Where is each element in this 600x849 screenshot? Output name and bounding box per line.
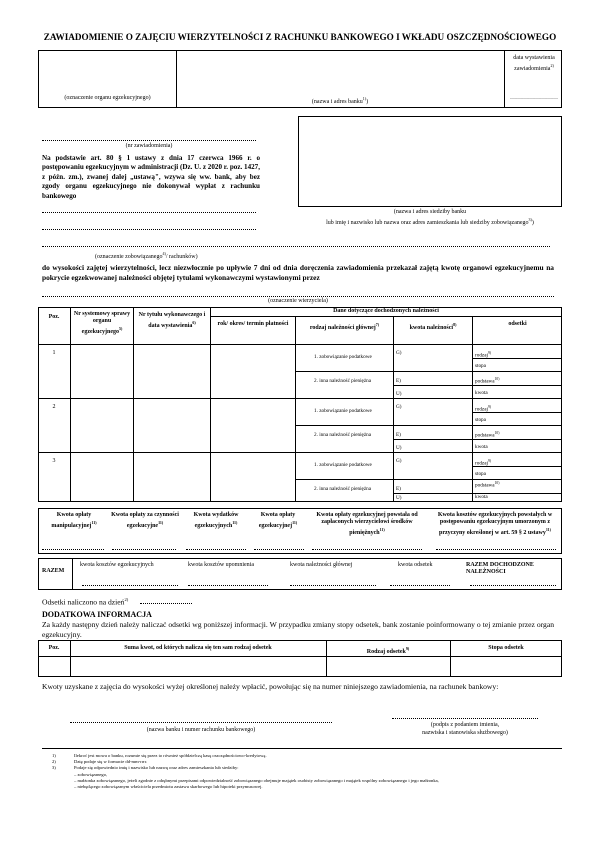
date-label: data wystawienia zawiadomienia$^{2)}$	[513, 55, 555, 72]
th-rodzaj: rodzaj należności głównej$^{7)}$	[309, 322, 380, 331]
row-g: G)	[396, 350, 402, 356]
header-box	[38, 50, 562, 108]
branch-label-1: (nazwa i adres siedziby banku	[393, 209, 467, 215]
row-label-1: 1. zobowiązanie podatkowe	[314, 354, 372, 360]
additional-text: Za każdy następny dzień należy naliczać odsetki wg poniższej informacji. W przypadku zmiany stopy odsetek, bank zostanie poinformowany o tej zmianie przez organ egzekucyjny.	[42, 620, 554, 639]
organ-label: (oznaczenie organu egzekucyjnego)	[64, 95, 151, 101]
fee-label: Kwota opłaty manipulacyjnej$^{11)}$	[51, 512, 97, 529]
row-label-1: 1. zobowiązanie podatkowe	[314, 462, 372, 468]
fee-label: Kwota opłaty za czynności egzekucyjne$^{11)}$	[111, 512, 179, 529]
add-th-stopa: Stopa odsetek	[488, 645, 524, 651]
row-label-2: 2. inna należność pieniężna	[314, 432, 372, 438]
odsetki-line: Odsetki naliczono na dzień$^{2)}$	[42, 597, 129, 607]
razem-col: kwota kosztów upomnienia	[188, 562, 254, 568]
row-poz: 3	[52, 458, 56, 464]
odsetki-date[interactable]	[140, 603, 192, 604]
row-podstawa: podstawa$^{10)}$	[475, 481, 500, 489]
body-text: do wysokości zajętej wierzytelności, lecz niezwłocznie po upływie 7 dni od dnia doręczenia zawiadomienia przekazał zajętą kwotę organowi egzekucyjnemu na pokrycie egzekwowanej należności objętej tytułami wykonawczymi wystawionymi przez	[42, 263, 554, 282]
row-rodzaj: rodzaj$^{9)}$	[475, 351, 491, 359]
row-poz: 1	[52, 350, 56, 356]
row-kwota: kwota	[475, 444, 488, 450]
th-rok: rok/ okres/ termin płatności	[217, 321, 289, 327]
legal-text: Na podstawie art. 80 § 1 ustawy z dnia 17 czerwca 1966 r. o postępowaniu egzekucyjnym w administracji (Dz. U. z 2020 r. poz. 1427, z późn. zm.), zwanej dalej „ustawą", wzywa się ww. bank, aby bez zgody organu egzekucyjnego nie dokonywał wypłat z rachunku bankowego	[42, 154, 260, 200]
signature-field[interactable]	[392, 718, 538, 719]
footnote: – małżonka zobowiązanego, jeżeli zgodnie z odrębnymi przepisami odpowiedzialność zobowiązanego obejmuje majątek osobisty zobowiązanego i majątek wspólny zobowiązanego i jego małżonka,	[74, 777, 439, 783]
footnote: 3) Podaje się odpowiednio imię i nazwisko lub nazwę oraz adres zamieszkania lub siedziby:	[52, 765, 239, 771]
add-th-poz: Poz.	[48, 645, 60, 651]
razem-col: kwota kosztów egzekucyjnych	[80, 562, 154, 568]
fee-input[interactable]	[312, 549, 422, 550]
bank-account-field[interactable]	[70, 722, 332, 723]
date-field[interactable]: ……………………	[510, 95, 558, 101]
fee-input[interactable]	[112, 549, 176, 550]
row-podstawa: podstawa$^{10)}$	[475, 431, 500, 439]
razem-input[interactable]	[188, 585, 268, 586]
fee-input[interactable]	[42, 549, 104, 550]
razem-input[interactable]	[470, 585, 556, 586]
signature-label-1: (podpis z podaniem imienia,	[430, 722, 500, 728]
razem-col: kwota należności głównej	[290, 562, 353, 568]
obligor-dots[interactable]	[42, 246, 550, 247]
fee-input[interactable]	[436, 549, 556, 550]
fee-label: Kwota wydatków egzekucyjnych$^{11)}$	[193, 512, 239, 529]
row-e: E)	[396, 378, 401, 384]
row-rodzaj: rodzaj$^{9)}$	[475, 405, 491, 413]
row-u: U)	[396, 495, 402, 501]
row-label-2: 2. inna należność pieniężna	[314, 378, 372, 384]
row-g: G)	[396, 458, 402, 464]
razem-col: RAZEM DOCHODZONE NALEŻNOŚCI	[466, 562, 534, 575]
footnote: 1) Ilekroć jest mowa o banku, rozumie się przez to również spółdzielczą kasę oszczędnościowo-kredytową.	[52, 753, 267, 758]
bank-account-label: (nazwa banku i numer rachunku bankowego)	[146, 727, 256, 733]
obligor-dots-1[interactable]	[42, 212, 256, 213]
razem-input[interactable]	[290, 585, 376, 586]
footnote: 2) Datę podaje się w formacie dd-mm-rrrr.	[52, 759, 148, 765]
row-g: G)	[396, 404, 402, 410]
th-nr-sys: Nr systemowy sprawy organu egzekucyjnego$^{5)}$	[73, 311, 131, 335]
th-nr-tyt: Nr tytułu wykonawczego i data wystawienia$^{6)}$	[138, 312, 206, 329]
footnote: – niebędącego zobowiązanym właściciela przedmiotu zastawu skarbowego lub hipoteki przymusowej.	[74, 784, 263, 790]
razem-input[interactable]	[82, 585, 178, 586]
razem-input[interactable]	[390, 585, 450, 586]
th-kwota: kwota należności$^{8)}$	[409, 322, 457, 331]
nr-label: (nr zawiadomienia)	[125, 143, 173, 149]
fee-label: Kwota opłaty egzekucyjnej powstała od zapłaconych wierzycielowi środków pieniężnych$^{11)}$	[316, 512, 418, 536]
row-label-2: 2. inna należność pieniężna	[314, 486, 372, 492]
footnote: – zobowiązanego,	[74, 771, 108, 777]
row-label-1: 1. zobowiązanie podatkowe	[314, 408, 372, 414]
row-e: E)	[396, 486, 401, 492]
footnotes	[52, 753, 562, 790]
signature-label-2: nazwiska i stanowiska służbowego)	[422, 730, 508, 736]
row-podstawa: podstawa$^{10)}$	[475, 377, 500, 385]
add-th-rodzaj: Rodzaj odsetek$^{9)}$	[366, 646, 410, 655]
branch-box[interactable]	[298, 116, 562, 207]
nr-dots[interactable]	[42, 140, 256, 141]
creditor-label: (oznaczenie wierzyciela)	[268, 298, 328, 304]
payment-text: Kwoty uzyskane z zajęcia do wysokości wyżej określonej należy wpłacić, powołując się na numer niniejszego zawiadomienia, na rachunek bankowy:	[42, 682, 499, 691]
add-th-suma: Suma kwot, od których nalicza się ten sam rodzaj odsetek	[124, 645, 272, 651]
th-dane: Dane dotyczące dochodzonych należności	[333, 308, 439, 314]
page-title: ZAWIADOMIENIE O ZAJĘCIU WIERZYTELNOŚCI Z RACHUNKU BANKOWEGO I WKŁADU OSZCZĘDNOŚCIOWEGO	[43, 32, 557, 42]
fee-input[interactable]	[254, 549, 304, 550]
row-rodzaj: rodzaj$^{9)}$	[475, 459, 491, 467]
row-kwota: kwota	[475, 390, 488, 396]
row-stopa: stopa	[475, 471, 486, 477]
bank-label: (nazwa i adres banku$^{1)}$)	[311, 96, 369, 105]
obligor-dots-2[interactable]	[42, 229, 256, 230]
obligor-label: (oznaczenie zobowiązanego$^{4)}$/ rachunków)	[95, 251, 198, 260]
row-u: U)	[396, 391, 402, 397]
fee-label: Kwota kosztów egzekucyjnych powstałych w postępowaniu egzekucyjnym umorzonym z przyczyny określonej w art. 59 § 2 ustawy$^{11)}$	[437, 512, 553, 536]
row-stopa: stopa	[475, 417, 486, 423]
fee-input[interactable]	[186, 549, 246, 550]
row-stopa: stopa	[475, 363, 486, 369]
razem-label: RAZEM	[42, 568, 65, 574]
row-e: E)	[396, 432, 401, 438]
th-odsetki: odsetki	[508, 321, 527, 327]
th-poz: Poz.	[48, 314, 60, 320]
row-kwota: kwota	[475, 494, 488, 500]
row-u: U)	[396, 445, 402, 451]
additional-heading: DODATKOWA INFORMACJA	[42, 610, 152, 619]
fee-label: Kwota opłaty egzekucyjnej$^{11)}$	[258, 512, 298, 529]
row-poz: 2	[52, 404, 56, 410]
razem-col: kwota odsetek	[398, 562, 433, 568]
branch-label-2: lub imię i nazwisko lub nazwa oraz adres zamieszkania lub siedziby zobowiązanego$^{3)}$)	[326, 217, 534, 226]
creditor-dots[interactable]	[42, 296, 554, 297]
